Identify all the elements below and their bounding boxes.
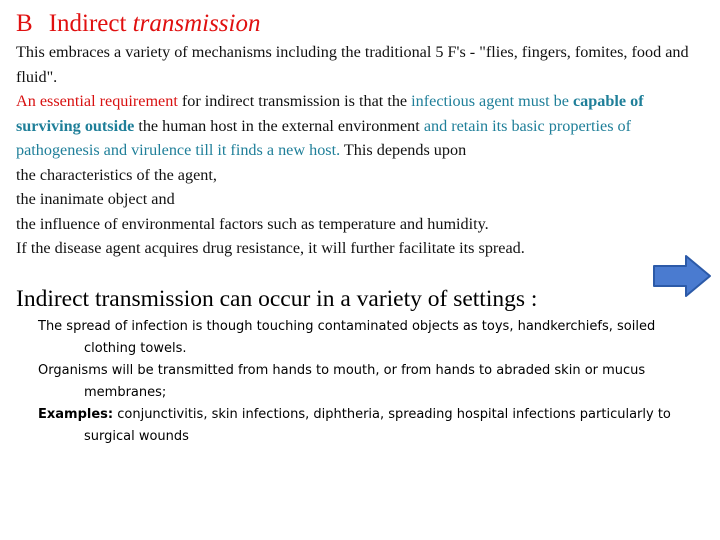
depends-item-agent: the characteristics of the agent, — [16, 165, 217, 184]
requirement-label: An essential requirement — [16, 92, 178, 110]
examples-text: conjunctivitis, skin infections, diphtheria, spreading hospital infections particularly to surgical wounds — [84, 407, 671, 444]
title-word-indirect: Indirect — [48, 10, 127, 37]
requirement-bold: capable of surviving outside — [16, 92, 644, 135]
body-text — [16, 40, 712, 261]
list-item-contaminated-objects: The spread of infection is though touching contaminated objects as toys, handkerchiefs, soiled clothing towels. — [38, 319, 656, 356]
settings-subheading: Indirect transmission can occur in a variety of settings : — [16, 286, 538, 312]
title-letter: B — [16, 10, 33, 37]
list-item-hands-transmission: Organisms will be transmitted from hands to mouth, or from hands to abraded skin or mucus membranes; — [38, 363, 646, 400]
requirement-text-1: for indirect transmission is that the — [177, 92, 412, 110]
depends-item-object: the inanimate object and — [16, 190, 175, 208]
slide-title — [16, 8, 260, 40]
requirement-teal-2: and retain its basic properties of pathogenesis and virulence till it finds a new host. — [16, 116, 632, 159]
list-item-examples — [38, 404, 678, 448]
requirement-text-3: This depends upon — [340, 141, 467, 159]
requirement-text-2: the human host in the external environment — [134, 116, 424, 135]
requirement-paragraph — [16, 89, 712, 163]
title-word-transmission: transmission — [132, 10, 261, 37]
depends-item-environment: the influence of environmental factors such as temperature and humidity. — [16, 214, 489, 233]
right-arrow-icon[interactable] — [652, 254, 712, 298]
settings-list — [38, 316, 678, 448]
right-arrow-shape — [652, 254, 712, 298]
drug-resistance-line: If the disease agent acquires drug resistance, it will further facilitate its spread. — [16, 239, 525, 257]
examples-label: Examples: — [38, 407, 114, 422]
intro-paragraph: This embraces a variety of mechanisms including the traditional 5 F's - "flies, fingers, fomites, food and fluid". — [16, 43, 689, 86]
requirement-teal-1: infectious agent must be — [411, 92, 573, 110]
